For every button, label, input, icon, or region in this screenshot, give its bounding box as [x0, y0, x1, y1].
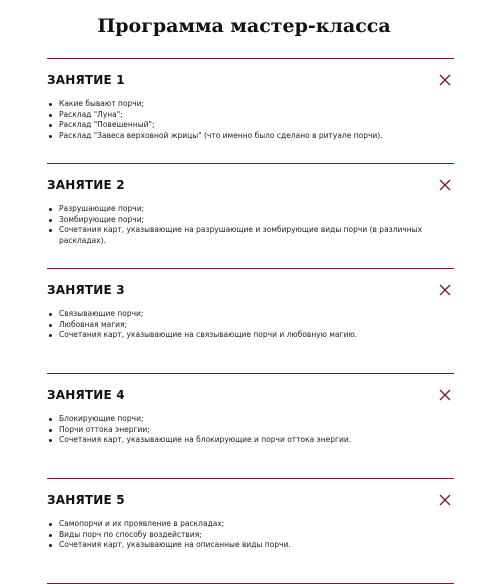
- list-item: Порчи оттока энергии;: [58, 425, 453, 436]
- lesson-section-3: [47, 269, 454, 373]
- list-item: Сочетания карт, указывающие на связывающие порчи и любовную магию.: [58, 330, 453, 341]
- list-item: Расклад "Луна";: [58, 110, 453, 121]
- list-item: Связывающие порчи;: [58, 309, 453, 320]
- list-item: Расклад "Завеса верховной жрицы" (что именно было сделано в ритуале порчи).: [58, 131, 453, 142]
- lesson-title: ЗАНЯТИЕ 2: [47, 178, 125, 192]
- lesson-topics-list: [47, 519, 453, 551]
- close-icon[interactable]: [439, 74, 451, 86]
- lesson-title: ЗАНЯТИЕ 4: [47, 388, 125, 402]
- list-item: Сочетания карт, указывающие на описанные виды порчи.: [58, 540, 453, 551]
- list-item: Блокирующие порчи;: [58, 414, 453, 425]
- list-item: Расклад "Повешенный";: [58, 120, 453, 131]
- lesson-title: ЗАНЯТИЕ 5: [47, 493, 125, 507]
- lesson-section-2: [47, 164, 454, 268]
- page-title: Программа мастер-класса: [97, 15, 391, 37]
- close-icon[interactable]: [439, 494, 451, 506]
- lesson-topics-list: [47, 309, 453, 341]
- lesson-title: ЗАНЯТИЕ 1: [47, 73, 125, 87]
- lesson-header-1[interactable]: [47, 70, 454, 90]
- list-item: Какие бывают порчи;: [58, 99, 453, 110]
- close-icon[interactable]: [439, 179, 451, 191]
- lesson-header-5[interactable]: [47, 490, 454, 510]
- program-accordion: [47, 58, 454, 584]
- lesson-topics-list: [47, 204, 453, 246]
- lesson-section-5: [47, 479, 454, 583]
- lesson-header-3[interactable]: [47, 280, 454, 300]
- lesson-topics-list: [47, 99, 453, 141]
- list-item: Виды порч по способу воздействия;: [58, 530, 453, 541]
- lesson-section-4: [47, 374, 454, 478]
- list-item: Сочетания карт, указывающие на блокирующие и порчи оттока энергии.: [58, 435, 453, 446]
- list-item: Любовная магия;: [58, 320, 453, 331]
- lesson-title: ЗАНЯТИЕ 3: [47, 283, 125, 297]
- lesson-header-2[interactable]: [47, 175, 454, 195]
- list-item: Самопорчи и их проявление в раскладах;: [58, 519, 453, 530]
- lesson-topics-list: [47, 414, 453, 446]
- lesson-header-4[interactable]: [47, 385, 454, 405]
- list-item: Зомбирующие порчи;: [58, 215, 453, 226]
- lesson-section-1: [47, 59, 454, 163]
- list-item: Разрушающие порчи;: [58, 204, 453, 215]
- list-item: Сочетания карт, указывающие на разрушающие и зомбирующие виды порчи (в различных раскладах).: [58, 225, 453, 246]
- close-icon[interactable]: [439, 284, 451, 296]
- close-icon[interactable]: [439, 389, 451, 401]
